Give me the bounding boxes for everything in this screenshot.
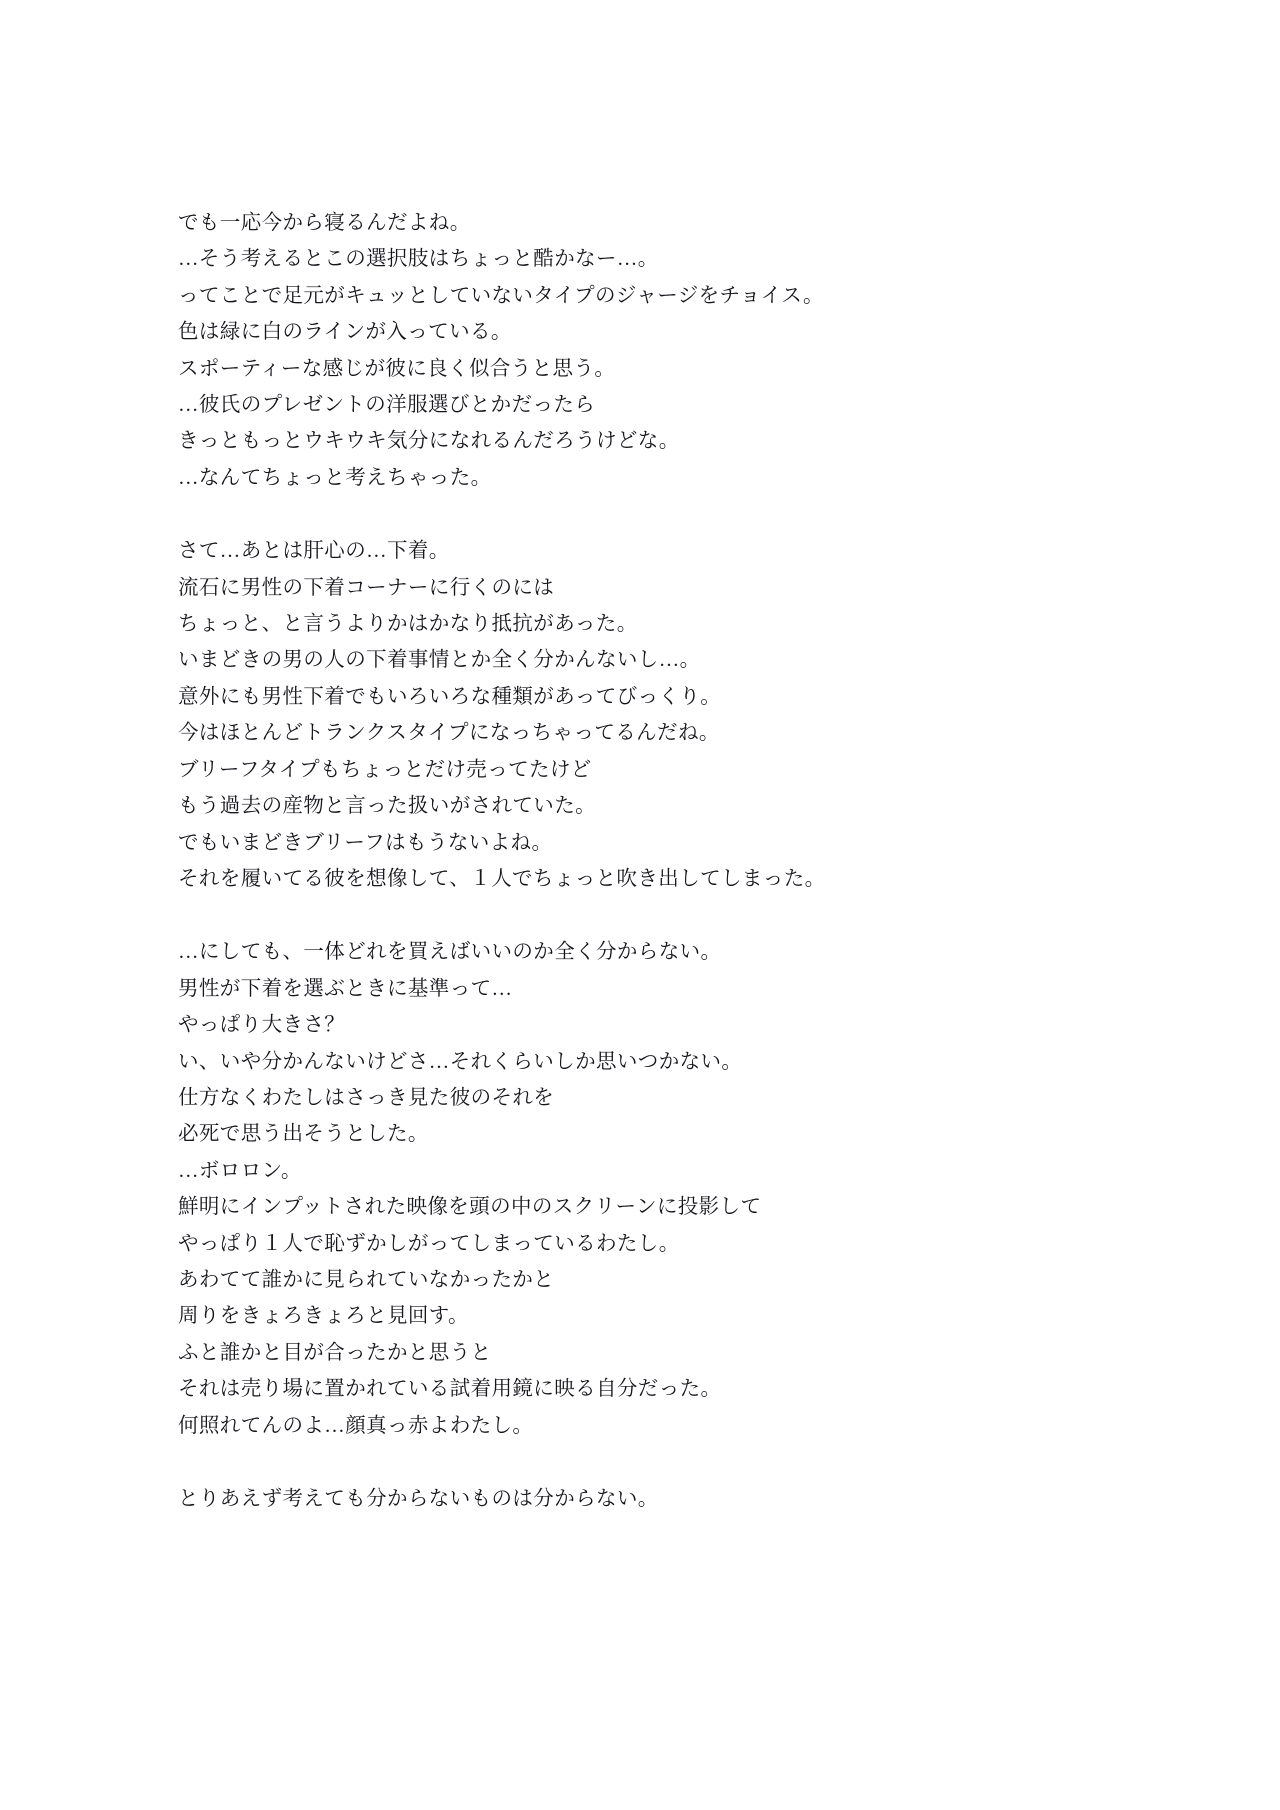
text-line: …彼氏のプレゼントの洋服選びとかだったら [178,394,596,417]
text-line: 今はほとんどトランクスタイプになっちゃってるんだね。 [178,722,720,745]
text-line: 鮮明にインプットされた映像を頭の中のスクリーンに投影して [178,1196,762,1219]
text-line: きっともっとウキウキ気分になれるんだろうけどな。 [178,430,680,453]
text-line: …にしても、一体どれを買えばいいのか全く分からない。 [178,941,722,964]
text-line: い、いや分かんないけどさ…それくらいしか思いつかない。 [178,1050,743,1073]
text-line: でも一応今から寝るんだよね。 [178,212,471,234]
paragraph [178,1481,1128,1517]
text-line: 周りをきょろきょろと見回す。 [178,1305,469,1328]
text-line: とりあえず考えても分からないものは分からない。 [178,1488,659,1510]
text-line: ふと誰かと目が合ったかと思うと [178,1341,492,1364]
paragraph [178,205,1128,496]
text-line: それは売り場に置かれている試着用鏡に映る自分だった。 [178,1378,722,1401]
document-body [178,205,1128,1517]
text-line: 意外にも男性下着でもいろいろな種類があってびっくり。 [178,685,722,708]
text-line: 仕方なくわたしはさっき見た彼のそれを [178,1086,555,1109]
paragraph [178,533,1128,897]
text-line: 色は緑に白のラインが入っている。 [178,321,512,344]
text-line: ブリーフタイプもちょっとだけ売ってたけど [178,758,592,781]
text-line: 流石に男性の下着コーナーに行くのには [178,576,555,599]
text-line: …なんてちょっと考えちゃった。 [178,466,492,489]
text-line: いまどきの男の人の下着事情とか全く分かんないし…。 [178,649,701,672]
text-line: …そう考えるとこの選択肢はちょっと酷かなー…。 [178,248,659,271]
text-line: ってことで足元がキュッとしていないタイプのジャージをチョイス。 [178,284,824,307]
text-line: ちょっと、と言うよりかはかなり抵抗があった。 [178,613,638,636]
text-line: もう過去の産物と言った扱いがされていた。 [178,795,596,818]
paragraph [178,934,1128,1444]
text-line: さて…あとは肝心の…下着。 [178,540,450,563]
text-line: スポーティーな感じが彼に良く似合うと思う。 [178,357,616,380]
text-line: …ボロロン。 [178,1159,302,1182]
text-line: それを履いてる彼を想像して、１人でちょっと吹き出してしまった。 [178,867,826,890]
text-line: 男性が下着を選ぶときに基準って… [178,977,513,1000]
text-line: 何照れてんのよ…顔真っ赤よわたし。 [178,1414,534,1437]
text-line: やっぱり大きさ？ [178,1014,346,1037]
text-line: でもいまどきブリーフはもうないよね。 [178,831,553,854]
text-line: 必死で思う出そうとした。 [178,1123,429,1146]
text-line: あわてて誰かに見られていなかったかと [178,1268,555,1291]
text-line: やっぱり１人で恥ずかしがってしまっているわたし。 [178,1232,680,1255]
